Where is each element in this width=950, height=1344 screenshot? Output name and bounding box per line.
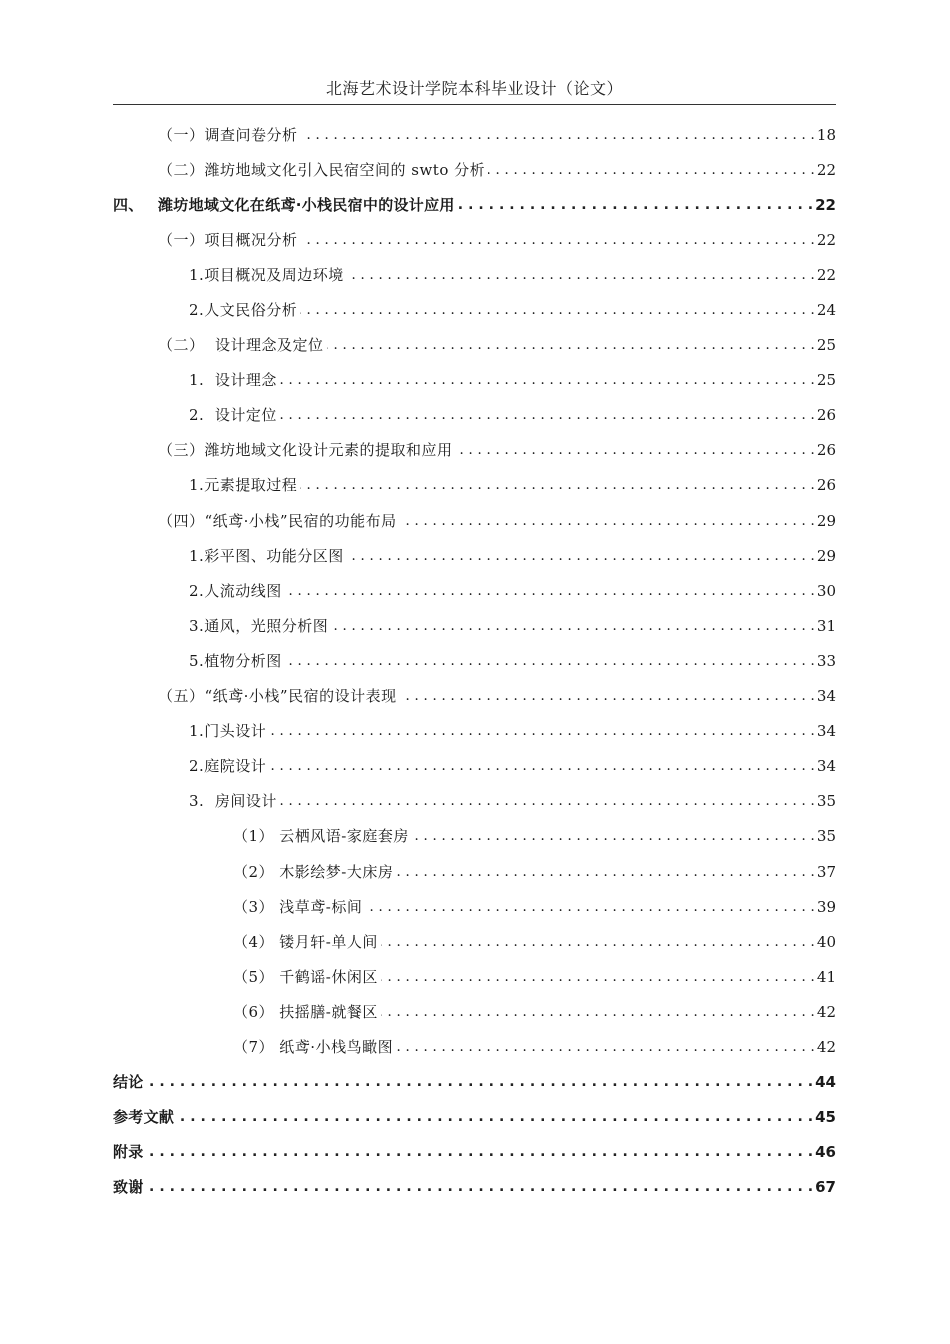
toc-entry-label: （2） 木影绘梦-大床房 xyxy=(233,862,394,881)
toc-entry[interactable] xyxy=(113,433,836,468)
toc-chapter-entry[interactable] xyxy=(113,1135,836,1170)
toc-entry-page: 67 xyxy=(815,1178,836,1197)
dot-leader xyxy=(327,335,815,355)
page-header-title: 北海艺术设计学院本科毕业设计（论文） xyxy=(325,79,623,98)
dot-leader xyxy=(301,230,815,250)
dot-leader xyxy=(331,616,815,636)
toc-entry-page: 34 xyxy=(816,757,836,776)
toc-entry-page: 42 xyxy=(816,1002,836,1021)
toc-entry-page: 34 xyxy=(816,722,836,741)
dot-leader xyxy=(400,511,815,531)
toc-entry[interactable] xyxy=(113,117,836,152)
dot-leader xyxy=(396,1037,815,1057)
toc-entry[interactable] xyxy=(113,854,836,889)
toc-entry[interactable] xyxy=(113,398,836,433)
dot-leader xyxy=(381,1002,815,1022)
toc-entry-page: 24 xyxy=(816,301,836,320)
toc-entry[interactable] xyxy=(113,643,836,678)
toc-entry-page: 29 xyxy=(816,511,836,530)
dot-leader xyxy=(280,791,815,811)
toc-entry[interactable] xyxy=(113,503,836,538)
toc-entry-page: 25 xyxy=(816,371,836,390)
toc-entry[interactable] xyxy=(113,538,836,573)
chapter-number: 四、 xyxy=(113,195,144,214)
toc-entry-label: 结论 xyxy=(113,1073,144,1092)
toc-entry-label: 3. 房间设计 xyxy=(189,792,277,811)
toc-entry-page: 25 xyxy=(816,336,836,355)
toc-entry-label: 1.项目概况及周边环境 xyxy=(189,265,344,284)
toc-entry-label: 致谢 xyxy=(113,1178,144,1197)
toc-entry-page: 31 xyxy=(816,616,836,635)
toc-chapter-entry[interactable] xyxy=(113,1170,836,1205)
toc-entry-label: （二） 设计理念及定位 xyxy=(158,336,324,355)
toc-entry-page: 22 xyxy=(816,265,836,284)
dot-leader xyxy=(365,897,815,917)
toc-entry-page: 39 xyxy=(816,897,836,916)
toc-entry-page: 44 xyxy=(815,1073,836,1092)
toc-entry[interactable] xyxy=(113,994,836,1029)
toc-entry-page: 40 xyxy=(816,932,836,951)
toc-entry[interactable] xyxy=(113,714,836,749)
toc-entry-page: 26 xyxy=(816,476,836,495)
toc-entry-page: 34 xyxy=(816,687,836,706)
toc-entry[interactable] xyxy=(113,573,836,608)
toc-entry-label: （7） 纸鸢·小栈鸟瞰图 xyxy=(233,1037,394,1056)
toc-entry[interactable] xyxy=(113,784,836,819)
toc-entry-label: （5） 千鹤谣-休闲区 xyxy=(233,967,378,986)
toc-entry-label: （4） 镂月轩-单人间 xyxy=(233,932,378,951)
dot-leader xyxy=(280,370,815,390)
toc-entry[interactable] xyxy=(113,468,836,503)
dot-leader xyxy=(300,300,815,320)
dot-leader xyxy=(488,160,815,180)
dot-leader xyxy=(147,1072,814,1092)
toc-entry[interactable] xyxy=(113,608,836,643)
toc-entry[interactable] xyxy=(113,819,836,854)
toc-entry-label: 2.人流动线图 xyxy=(189,581,282,600)
toc-entry-label: （二）潍坊地域文化引入民宿空间的 swto 分析 xyxy=(158,160,486,179)
toc-entry-page: 22 xyxy=(816,230,836,249)
toc-entry-label: （三）潍坊地域文化设计元素的提取和应用 xyxy=(158,441,453,460)
dot-leader xyxy=(147,1142,814,1162)
toc-entry[interactable] xyxy=(113,363,836,398)
toc-entry-label: （6） 扶摇膳-就餐区 xyxy=(233,1002,378,1021)
toc-entry-label: 附录 xyxy=(113,1143,144,1162)
toc-entry-page: 26 xyxy=(816,441,836,460)
dot-leader xyxy=(280,405,815,425)
dot-leader xyxy=(381,967,815,987)
dot-leader xyxy=(347,265,815,285)
toc-entry-page: 37 xyxy=(816,862,836,881)
toc-entry-page: 46 xyxy=(815,1143,836,1162)
dot-leader xyxy=(396,862,815,882)
toc-entry[interactable] xyxy=(113,889,836,924)
table-of-contents xyxy=(113,117,836,1205)
dot-leader xyxy=(400,686,815,706)
toc-entry-label xyxy=(113,195,458,215)
dot-leader xyxy=(347,546,815,566)
toc-chapter-entry[interactable] xyxy=(113,1100,836,1135)
dot-leader xyxy=(381,932,815,952)
toc-entry-page: 35 xyxy=(816,792,836,811)
dot-leader xyxy=(285,581,815,601)
toc-entry[interactable] xyxy=(113,292,836,327)
toc-entry-label: 2.人文民俗分析 xyxy=(189,301,298,320)
toc-entry-label: （3） 浅草鸢-标间 xyxy=(233,897,363,916)
toc-entry-label: 5.植物分析图 xyxy=(189,651,282,670)
toc-entry-page: 29 xyxy=(816,546,836,565)
toc-chapter-entry[interactable] xyxy=(113,187,836,222)
toc-entry-page: 41 xyxy=(816,967,836,986)
dot-leader xyxy=(412,826,815,846)
toc-chapter-entry[interactable] xyxy=(113,1065,836,1100)
toc-entry-label: 1.门头设计 xyxy=(189,722,267,741)
dot-leader xyxy=(300,475,815,495)
dot-leader xyxy=(285,651,815,671)
toc-entry[interactable] xyxy=(113,679,836,714)
chapter-title: 潍坊地域文化在纸鸢·小栈民宿中的设计应用 xyxy=(158,195,455,214)
dot-leader xyxy=(456,440,815,460)
toc-entry[interactable] xyxy=(113,152,836,187)
toc-entry[interactable] xyxy=(113,328,836,363)
toc-entry-label: 参考文献 xyxy=(113,1108,175,1127)
toc-entry-page: 26 xyxy=(816,406,836,425)
toc-entry[interactable] xyxy=(113,222,836,257)
toc-entry-label: 3.通风，光照分析图 xyxy=(189,616,329,635)
toc-entry-label: 1.彩平图、功能分区图 xyxy=(189,546,344,565)
toc-entry[interactable] xyxy=(113,257,836,292)
toc-entry-label: 2. 设计定位 xyxy=(189,406,277,425)
toc-entry-page: 22 xyxy=(815,195,836,214)
dot-leader xyxy=(269,721,815,741)
toc-entry-page: 18 xyxy=(816,125,836,144)
dot-leader xyxy=(458,195,813,215)
toc-entry[interactable] xyxy=(113,1029,836,1064)
toc-entry-page: 22 xyxy=(816,160,836,179)
toc-entry-label: （五）“纸鸢·小栈”民宿的设计表现 xyxy=(158,687,397,706)
toc-entry-page: 33 xyxy=(816,651,836,670)
toc-entry-label: （1） 云栖风语-家庭套房 xyxy=(233,827,409,846)
toc-entry[interactable] xyxy=(113,749,836,784)
toc-entry-label: （四）“纸鸢·小栈”民宿的功能布局 xyxy=(158,511,397,530)
dot-leader xyxy=(177,1107,813,1127)
dot-leader xyxy=(269,756,815,776)
toc-entry[interactable] xyxy=(113,959,836,994)
toc-entry-page: 45 xyxy=(815,1108,836,1127)
toc-entry-page: 42 xyxy=(816,1037,836,1056)
dot-leader xyxy=(301,125,815,145)
toc-entry-page: 30 xyxy=(816,581,836,600)
header-rule xyxy=(113,104,836,105)
toc-entry[interactable] xyxy=(113,924,836,959)
toc-entry-label: （一）调查问卷分析 xyxy=(158,125,298,144)
toc-entry-label: 1. 设计理念 xyxy=(189,371,277,390)
toc-entry-label: 2.庭院设计 xyxy=(189,757,267,776)
dot-leader xyxy=(147,1177,814,1197)
toc-entry-page: 35 xyxy=(816,827,836,846)
toc-entry-label: （一）项目概况分析 xyxy=(158,230,298,249)
toc-entry-label: 1.元素提取过程 xyxy=(189,476,298,495)
